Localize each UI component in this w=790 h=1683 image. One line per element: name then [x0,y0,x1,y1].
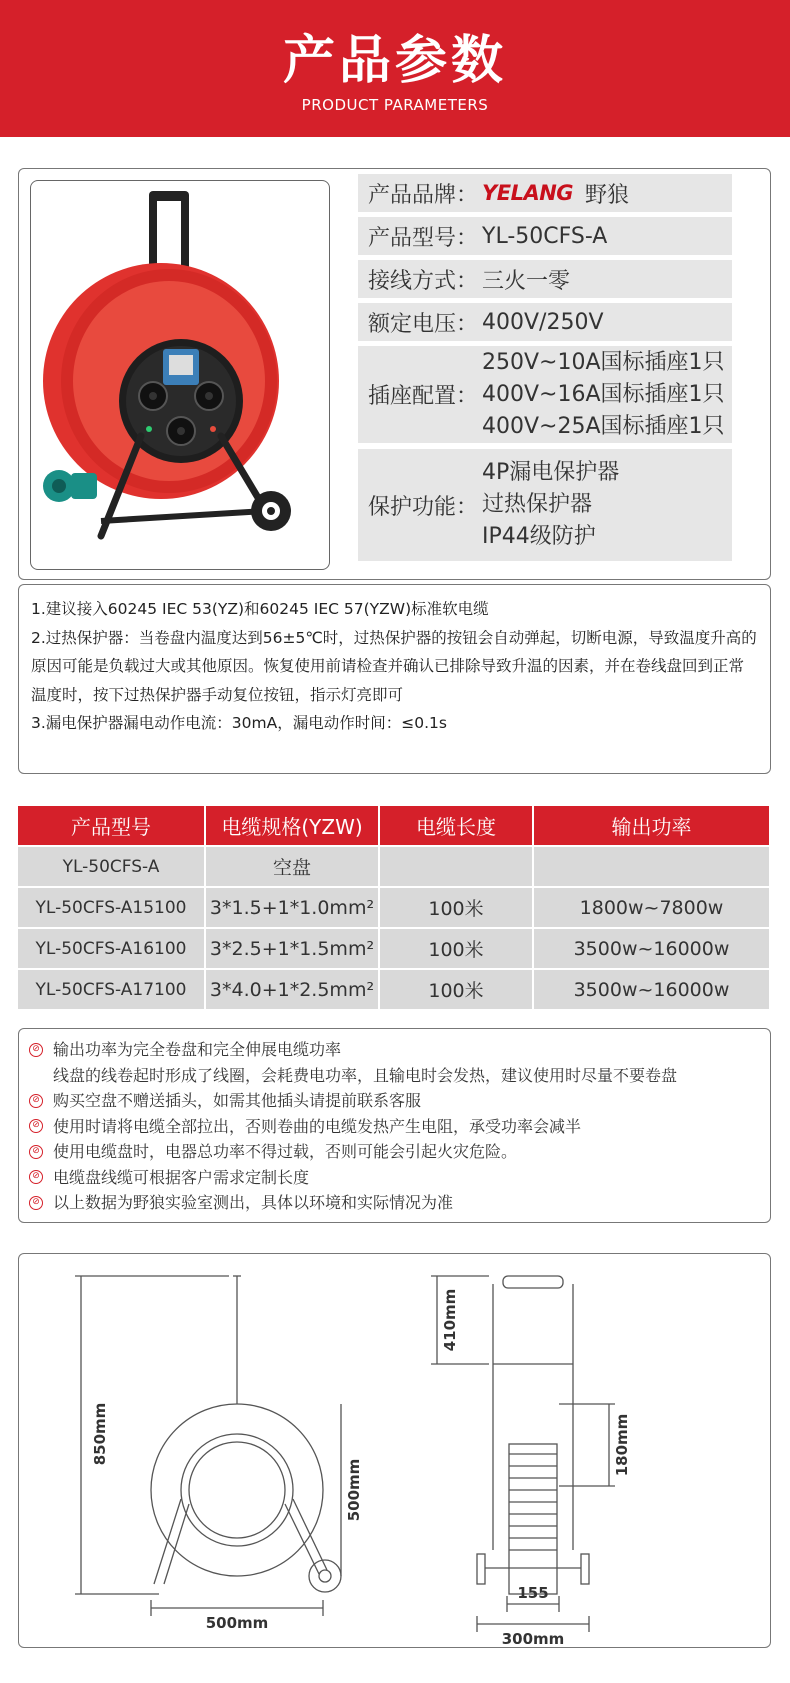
model-table [18,806,771,1011]
reel-height-label: 500mm [345,1458,363,1522]
socket-values [482,347,725,443]
tip-text: 线盘的线卷起时形成了线圈，会耗费电功率，且输电时会发热，建议使用时尽量不要卷盘 [53,1065,678,1085]
socket-label: 插座配置： [368,384,479,409]
table-cell: 100米 [380,929,534,970]
page-subtitle: PRODUCT PARAMETERS [301,96,489,114]
tip-text: 购买空盘不赠送插头，如需其他插头请提前联系客服 [53,1091,422,1110]
table-row [18,847,771,888]
table-row [18,929,771,970]
note-3: 3.漏电保护器漏电动作电流：30mA，漏电动作时间：≤0.1s [31,714,447,732]
table-cell: 3*1.5+1*1.0mm² [206,888,380,929]
wiring-label: 接线方式： [368,268,479,294]
page-title: 产品参数 [282,31,507,91]
tip-text: 输出功率为完全卷盘和完全伸展电缆功率 [53,1040,342,1059]
reel-width-label: 500mm [205,1614,269,1632]
spec-row-protect [358,449,732,561]
height-total-label: 850mm [91,1402,109,1466]
protect-value-2: 过热保护器 [482,492,593,517]
protect-values [482,457,619,553]
spec-row-wiring [358,260,732,298]
prohibit-icon: ⊘ [29,1119,43,1133]
model-label: 产品型号： [368,225,479,251]
table-header-row [18,806,771,847]
model-value: YL-50CFS-A [482,223,608,249]
table-cell: YL-50CFS-A15100 [18,888,206,929]
table-cell: 1800w~7800w [534,888,771,929]
table-cell: 100米 [380,888,534,929]
table-cell: 3500w~16000w [534,929,771,970]
tip-text: 电缆盘线缆可根据客户需求定制长度 [53,1167,310,1187]
spec-row-brand [358,174,732,212]
tip-item [29,1165,760,1191]
tip-item [29,1114,760,1140]
wiring-value: 三火一零 [482,268,571,294]
table-cell: 空盘 [206,847,380,888]
note-2: 2.过热保护器：当卷盘内温度达到56±5℃时，过热保护器的按钮会自动弹起，切断电源，导致温度升高的原因可能是负载过大或其他原因。恢复使用前请检查并确认已排除导致升温的因素，并在卷线盘回到正常温度时，按下过热保护器手动复位按钮，指示灯亮即可 [31,628,757,704]
table-row [18,888,771,929]
dimension-drawing-panel [18,1253,771,1648]
spec-row-model [358,217,732,255]
brand-logo: YELANG [482,181,574,205]
table-cell [380,847,534,888]
prohibit-icon: ⊘ [29,1043,43,1057]
table-header-cell: 电缆长度 [380,806,534,847]
table-cell: 100米 [380,970,534,1011]
brand-label: 产品品牌： [368,182,479,208]
table-cell: YL-50CFS-A [18,847,206,888]
socket-value-3: 400V~25A国标插座1只 [482,413,725,439]
table-cell: YL-50CFS-A17100 [18,970,206,1011]
table-cell: YL-50CFS-A16100 [18,929,206,970]
prohibit-icon: ⊘ [29,1170,43,1184]
table-cell [534,847,771,888]
cable-reel-illustration [31,181,330,570]
tip-text: 使用时请将电缆全部拉出，否则卷曲的电缆发热产生电阻，承受功率会减半 [53,1116,582,1136]
page-header [0,0,790,137]
tip-item [29,1037,760,1063]
brand-value: 野狼 [585,182,630,208]
table-header-cell: 输出功率 [534,806,771,847]
tip-text: 使用电缆盘时，电器总功率不得过载，否则可能会引起火灾危险。 [53,1142,518,1161]
tips-panel [18,1028,771,1223]
handle-height-label: 410mm [441,1288,459,1352]
tip-item [29,1190,760,1216]
table-cell: 3*2.5+1*1.5mm² [206,929,380,970]
tip-item [29,1088,760,1114]
tip-item [29,1139,760,1165]
table-row [18,970,771,1011]
product-image [30,180,330,570]
tip-item [29,1063,760,1089]
voltage-label: 额定电压： [368,311,479,337]
socket-value-2: 400V~16A国标插座1只 [482,381,725,407]
tip-text: 以上数据为野狼实验室测出，具体以环境和实际情况为准 [53,1193,454,1212]
drum-width-label: 180mm [613,1413,631,1477]
table-cell: 3500w~16000w [534,970,771,1011]
socket-value-1: 250V~10A国标插座1只 [482,349,725,375]
voltage-value: 400V/250V [482,309,604,335]
table-header-cell: 电缆规格(YZW) [206,806,380,847]
protect-value-3: IP44级防护 [482,524,596,549]
base-width-label: 300mm [501,1630,565,1648]
dimension-drawing [19,1254,771,1648]
notes-panel [18,584,771,774]
protect-label: 保护功能： [368,494,479,520]
spec-row-voltage [358,303,732,341]
table-header-cell: 产品型号 [18,806,206,847]
axle-width-label: 155 [517,1584,549,1602]
protect-value-1: 4P漏电保护器 [482,460,620,485]
table-cell: 3*4.0+1*2.5mm² [206,970,380,1011]
prohibit-icon: ⊘ [29,1094,43,1108]
note-1: 1.建议接入60245 IEC 53(YZ)和60245 IEC 57(YZW)标准软电缆 [31,600,489,618]
prohibit-icon: ⊘ [29,1145,43,1159]
spec-row-socket [358,346,732,443]
prohibit-icon: ⊘ [29,1196,43,1210]
